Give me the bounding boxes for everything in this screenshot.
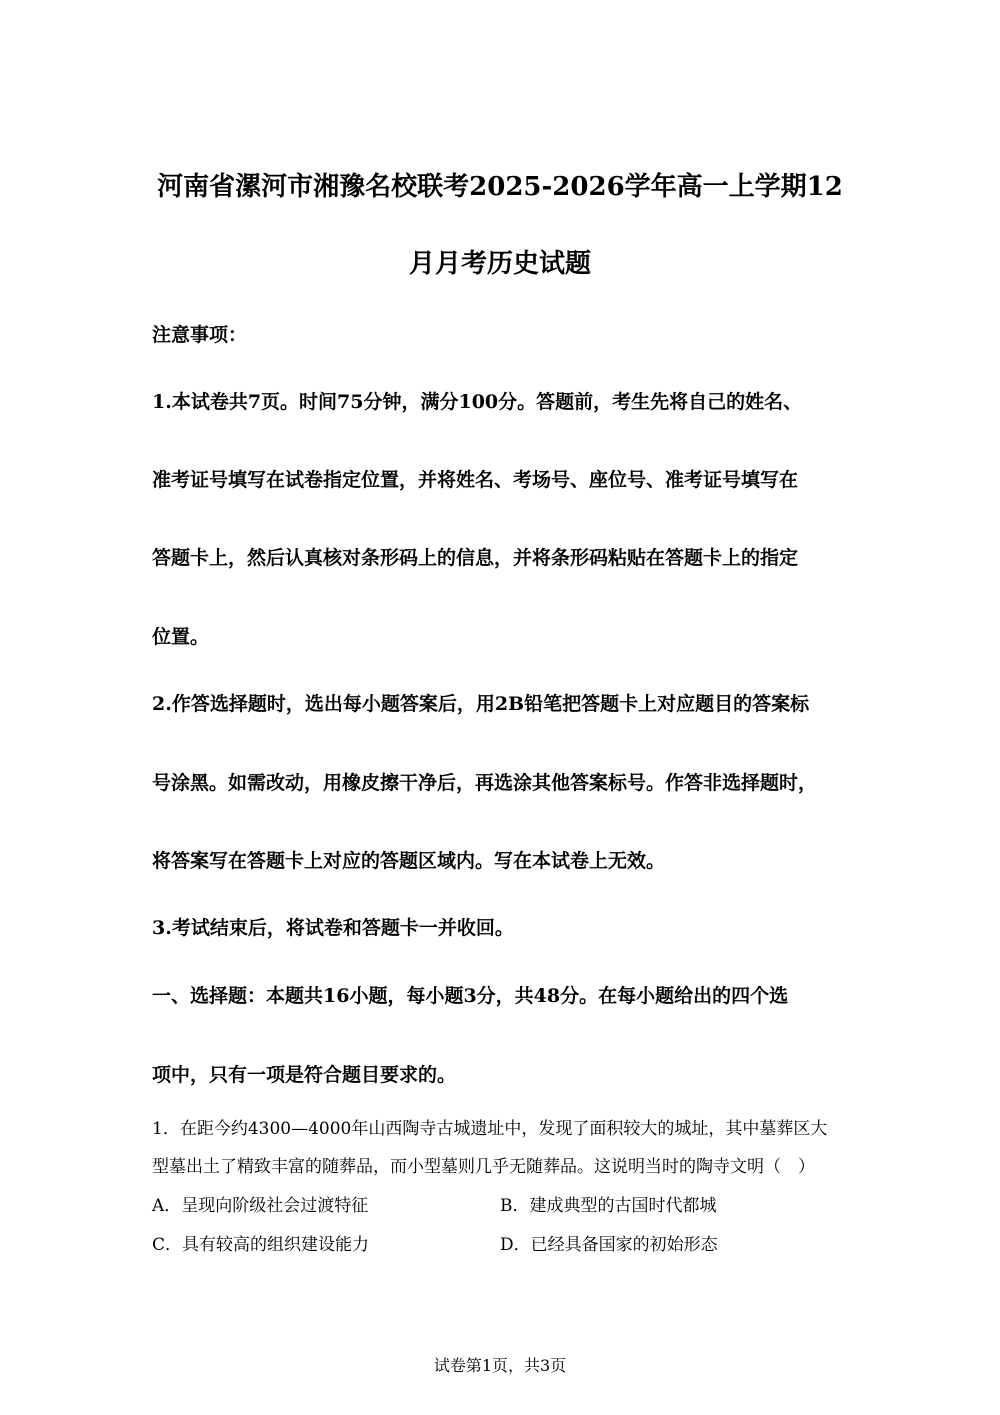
question-stem-line: 型墓出土了精致丰富的随葬品，而小型墓则几乎无随葬品。这说明当时的陶寺文明（ ）: [152, 1157, 815, 1177]
option-a: A．呈现向阶级社会过渡特征: [152, 1196, 369, 1216]
notice-line: 位置。: [152, 626, 210, 648]
notice-line: 准考证号填写在试卷指定位置，并将姓名、考场号、座位号、准考证号填写在: [152, 469, 799, 491]
notice-heading: 注意事项：: [152, 324, 248, 346]
notice-line: 将答案写在答题卡上对应的答题区域内。写在本试卷上无效。: [152, 850, 666, 872]
exam-title-line-1: 河南省漯河市湘豫名校联考2025-2026学年高一上学期12: [157, 172, 843, 202]
notice-line: 3.考试结束后，将试卷和答题卡一并收回。: [152, 917, 514, 939]
section-heading-line: 项中，只有一项是符合题目要求的。: [152, 1064, 457, 1086]
notice-line: 号涂黑。如需改动，用橡皮擦干净后，再选涂其他答案标号。作答非选择题时，: [152, 772, 818, 794]
section-heading-line: 一、选择题：本题共16小题，每小题3分，共48分。在每小题给出的四个选: [152, 985, 789, 1007]
page-number-footer: 试卷第1页，共3页: [433, 1356, 567, 1375]
option-b: B．建成典型的古国时代都城: [500, 1196, 717, 1216]
notice-line: 2.作答选择题时，选出每小题答案后，用2B铅笔把答题卡上对应题目的答案标: [152, 693, 810, 715]
option-d: D．已经具备国家的初始形态: [500, 1235, 718, 1255]
exam-title-line-2: 月月考历史试题: [408, 249, 591, 279]
notice-line: 答题卡上，然后认真核对条形码上的信息，并将条形码粘贴在答题卡上的指定: [152, 547, 799, 569]
question-stem-line: 1．在距今约4300—4000年山西陶寺古城遗址中，发现了面积较大的城址，其中墓葬区大: [152, 1119, 828, 1139]
option-c: C．具有较高的组织建设能力: [152, 1235, 370, 1255]
notice-line: 1.本试卷共7页。时间75分钟，满分100分。答题前，考生先将自己的姓名、: [152, 391, 803, 413]
